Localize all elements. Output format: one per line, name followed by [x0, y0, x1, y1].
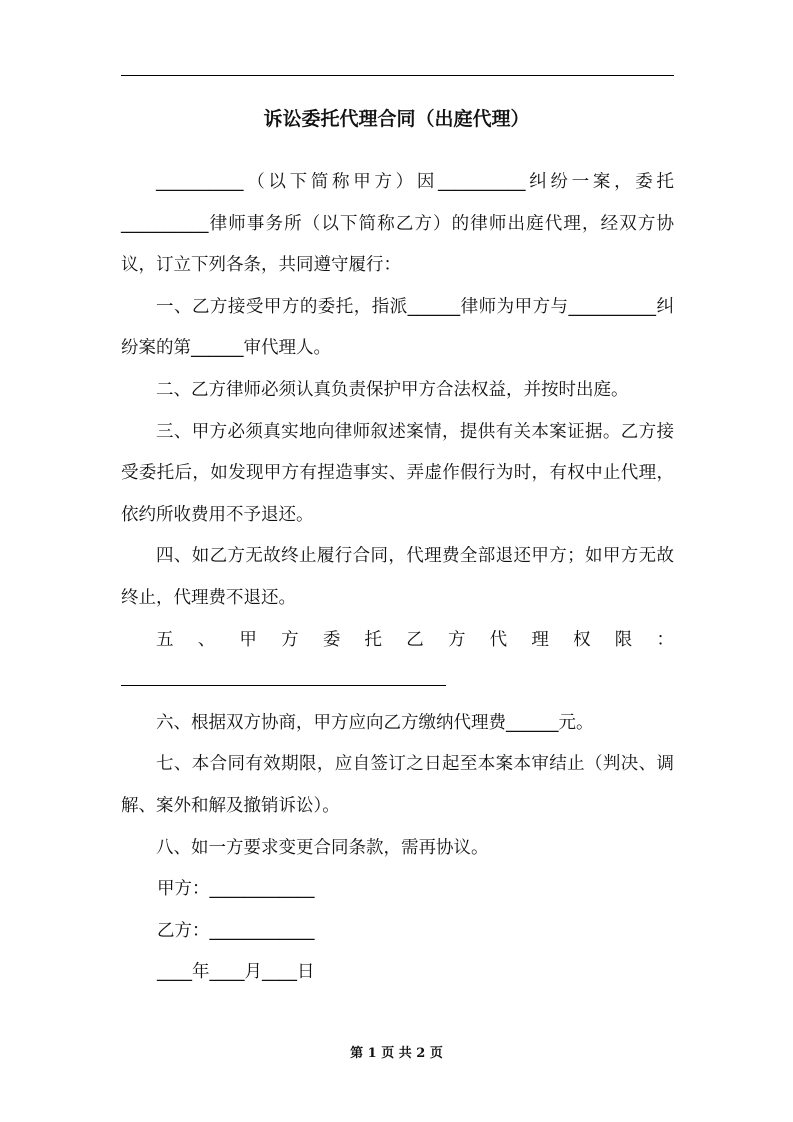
page-footer: 第 1 页 共 2 页	[350, 1046, 443, 1061]
paragraph-clause-7: 七、本合同有效期限，应自签订之日起至本案本审结止（判决、调解、案外和解及撤销诉讼）。	[121, 754, 674, 816]
paragraph-clause-2: 二、乙方律师必须认真负责保护甲方合法权益，并按时出庭。	[156, 379, 629, 400]
paragraph-clause-6: 六、根据双方协商，甲方应向乙方缴纳代理费______元。	[156, 712, 594, 733]
paragraph-clause-5: 五、甲方委托乙方代理权限：	[156, 629, 674, 650]
paragraph-intro: __________（以下简称甲方）因__________纠纷一案，委托__________律师事务所（以下简称乙方）的律师出庭代理，经双方协议，订立下列各条，共同遵守履行：	[121, 172, 674, 276]
signature-party-a: 甲方：____________	[157, 879, 315, 900]
document-title: 诉讼委托代理合同（出庭代理）	[263, 108, 530, 130]
paragraph-clause-4: 四、如乙方无故终止履行合同，代理费全部退还甲方；如甲方无故终止，代理费不退还。	[121, 546, 674, 608]
header-rule	[121, 75, 674, 76]
signature-party-b: 乙方：____________	[157, 920, 315, 941]
paragraph-clause-8: 八、如一方要求变更合同条款，需再协议。	[156, 837, 489, 858]
paragraph-clause-3: 三、甲方必须真实地向律师叙述案情，提供有关本案证据。乙方接受委托后，如发现甲方有捏造事实、弄虚作假行为时，有权中止代理，依约所收费用不予退还。	[121, 421, 674, 525]
document-body	[121, 162, 674, 994]
paragraph-clause-1: 一、乙方接受甲方的委托，指派______律师为甲方与__________纠纷案的第______审代理人。	[121, 296, 674, 359]
signature-date: ____年____月____日	[157, 962, 315, 983]
clause-5-fill-line	[121, 661, 674, 703]
